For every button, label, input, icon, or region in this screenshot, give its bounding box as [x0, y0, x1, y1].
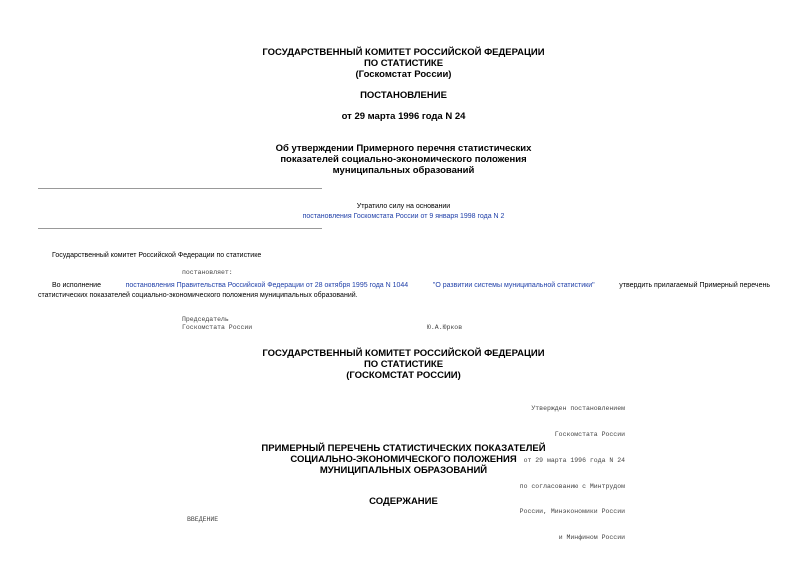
- decree-title: ПОСТАНОВЛЕНИЕ: [360, 90, 447, 101]
- divider-top: [38, 188, 322, 189]
- approval-line6: и Минфином России: [558, 534, 625, 542]
- header-org-line3: (Госкомстат России): [355, 69, 452, 80]
- list-title-line3: МУНИЦИПАЛЬНЫХ ОБРАЗОВАНИЙ: [319, 465, 488, 476]
- list-title-line1: ПРИМЕРНЫЙ ПЕРЕЧЕНЬ СТАТИСТИЧЕСКИХ ПОКАЗАТЕЛЕЙ: [261, 443, 546, 454]
- approval-line2: Госкомстата России: [554, 430, 625, 438]
- resolves-text: постановляет:: [182, 269, 233, 276]
- municipal-stats-link[interactable]: "О развитии системы муниципальной статистики": [432, 282, 595, 289]
- paragraph-line2: статистических показателей социально-экономического положения муниципальных образований.: [38, 292, 358, 299]
- list-title-line2: СОЦИАЛЬНО-ЭКОНОМИЧЕСКОГО ПОЛОЖЕНИЯ: [290, 454, 517, 465]
- approval-line4: по согласованию с Минтрудом: [519, 482, 625, 490]
- divider-bottom: [38, 228, 322, 229]
- header-org-line1: ГОСУДАРСТВЕННЫЙ КОМИТЕТ РОССИЙСКОЙ ФЕДЕРАЦИИ: [262, 47, 545, 58]
- repeal-link[interactable]: постановления Госкомстата России от 9 января 1998 года N 2: [302, 213, 505, 220]
- signature-name: Ю.А.Юрков: [427, 324, 463, 331]
- signature-role1: Председатель: [182, 316, 229, 323]
- subject-line1: Об утверждении Примерного перечня статистических: [275, 143, 532, 154]
- contents-item-intro[interactable]: ВВЕДЕНИЕ: [187, 516, 219, 523]
- paragraph-end: утвердить прилагаемый Примерный перечень: [619, 282, 770, 289]
- header2-line3: (ГОСКОМСТАТ РОССИИ): [346, 370, 461, 381]
- signature-role2: Госкомстата России: [182, 324, 253, 331]
- subject-line2: показателей социально-экономического положения: [280, 154, 527, 165]
- subject-line3: муниципальных образований: [332, 165, 475, 176]
- header2-line2: ПО СТАТИСТИКЕ: [363, 359, 444, 370]
- approval-line3: от 29 марта 1996 года N 24: [523, 456, 625, 464]
- contents-title: СОДЕРЖАНИЕ: [369, 496, 438, 507]
- header-org-line2: ПО СТАТИСТИКЕ: [363, 58, 444, 69]
- committee-text: Государственный комитет Российской Федерации по статистике: [52, 252, 262, 259]
- approval-line1: Утвержден постановлением: [531, 405, 625, 413]
- approval-line5: России, Минэкономики России: [519, 508, 625, 516]
- paragraph-start: Во исполнение: [52, 282, 101, 289]
- paragraph-line1: [52, 281, 770, 290]
- decree-date: от 29 марта 1996 года N 24: [341, 111, 466, 122]
- gov-decree-link[interactable]: постановления Правительства Российской Федерации от 28 октября 1995 года N 1044: [125, 282, 409, 289]
- repeal-text: Утратило силу на основании: [356, 203, 451, 210]
- header2-line1: ГОСУДАРСТВЕННЫЙ КОМИТЕТ РОССИЙСКОЙ ФЕДЕРАЦИИ: [262, 348, 545, 359]
